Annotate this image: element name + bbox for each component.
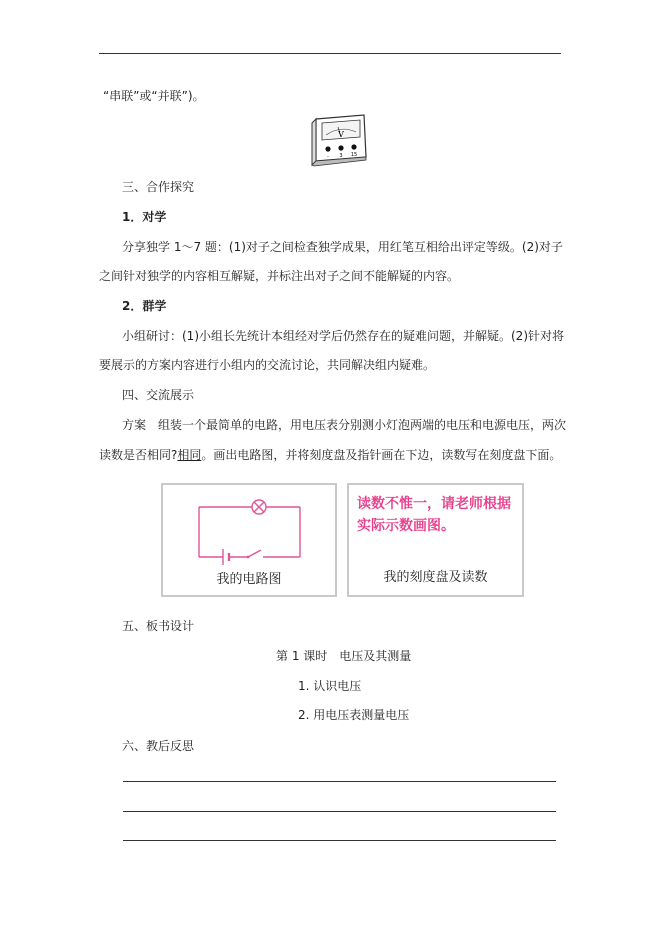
header-rule: [99, 53, 561, 54]
paragraph-line: 方案 组装一个最简单的电路，用电压表分别测小灯泡两端的电压和电源电压，两次: [122, 418, 567, 432]
paragraph-line: 小组研讨：(1)小组长先统计本组经对学后仍然存在的疑难问题，并解疑。(2)针对将: [122, 329, 564, 343]
circuit-figure: [161, 483, 337, 597]
terminal-label: -: [327, 154, 329, 160]
section-3-title: 三、合作探究: [122, 180, 195, 194]
question-text: 读数是否相同?: [99, 448, 178, 462]
paragraph-line: [99, 447, 561, 463]
section-3-2-title: 2．群学: [122, 299, 167, 313]
dial-figure: [347, 483, 524, 597]
answer-text: 相同: [177, 448, 202, 462]
paragraph-line: 之间针对独学的内容相互解疑，并标注出对子之间不能解疑的内容。: [99, 269, 460, 283]
terminal-label: 3: [339, 153, 343, 159]
board-title: 第 1 课时 电压及其测量: [276, 649, 412, 663]
intro-tail: “串联”或“并联”)。: [103, 89, 205, 103]
voltmeter-illustration: [308, 113, 370, 167]
dial-caption: 我的刻度盘及读数: [383, 570, 488, 585]
section-3-1-title: 1．对学: [122, 210, 167, 224]
paragraph-line: 要展示的方案内容进行小组内的交流讨论，共同解决组内疑难。: [99, 358, 436, 372]
circuit-caption: 我的电路图: [216, 572, 282, 587]
board-item: 1. 认识电压: [298, 679, 362, 693]
reflection-line: [123, 840, 556, 841]
instruction-text: 。画出电路图，并将刻度盘及指针画在下边，读数写在刻度盘下面。: [201, 448, 562, 462]
section-6-title: 六、教后反思: [122, 739, 195, 753]
reflection-line: [123, 811, 556, 812]
section-5-title: 五、板书设计: [122, 619, 195, 633]
voltmeter-label: V: [338, 130, 344, 139]
reflection-line: [123, 781, 556, 782]
section-4-title: 四、交流展示: [122, 388, 195, 402]
teacher-note: 读数不惟一，请老师根据实际示数画图。: [357, 496, 511, 534]
switch-pivot: [247, 556, 250, 559]
paragraph-line: 分享独学 1～7 题：(1)对子之间检查独学成果，用红笔互相给出评定等级。(2)对子: [122, 240, 563, 254]
terminal-label: 15: [350, 152, 358, 158]
board-item: 2. 用电压表测量电压: [298, 708, 410, 722]
